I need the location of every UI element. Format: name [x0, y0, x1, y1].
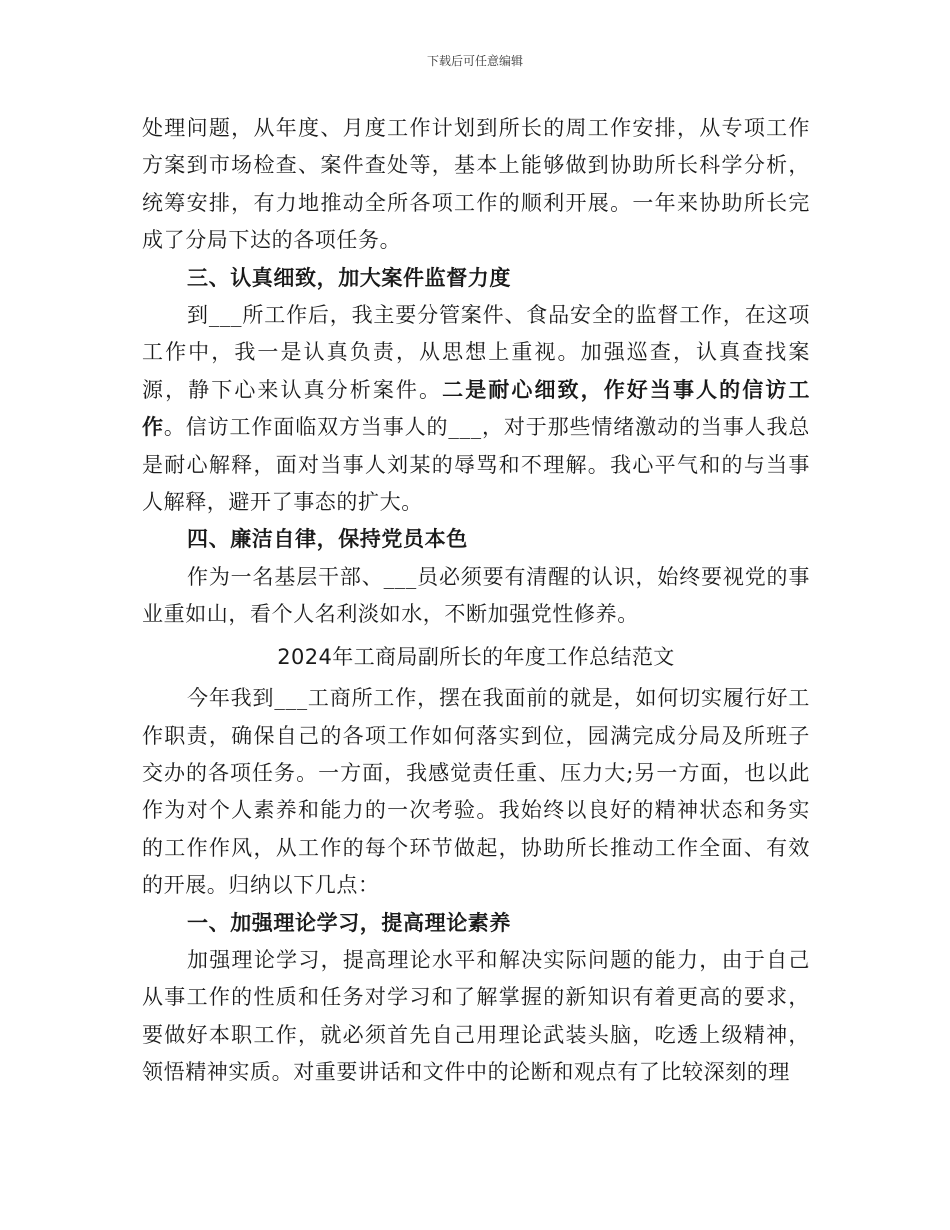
document-body: [142, 110, 810, 1092]
paragraph-section-1: 加强理论学习，提高理论水平和解决实际问题的能力，由于自己从事工作的性质和任务对学习和了解掌握的新知识有着更高的要求，要做好本职工作，就必须首先自己用理论武装头脑，吃透上级精神，领悟精神实质。对重要讲话和文件中的论断和观点有了比较深刻的理: [142, 947, 810, 1085]
section-heading-4: 四、廉洁自律，保持党员本色: [187, 527, 468, 552]
paragraph-section-3-part2: 。信访工作面临双方当事人的___，对于那些情绪激动的当事人我总是耐心解释，面对当事人刘某的辱骂和不理解。我心平气和的与当事人解释，避开了事态的扩大。: [142, 415, 810, 515]
page-header-note: 下载后可任意编辑: [426, 54, 523, 68]
paragraph-section-3: [142, 297, 810, 521]
paragraph-section-3-part1: 到___所工作后，我主要分管案件、食品安全的监督工作，在这项工作中，我一是认真负责，从思想上重视。加强巡查，认真查找案源，静下心来认真分析案件。: [142, 303, 810, 402]
paragraph-section-4: 作为一名基层干部、___员必须要有清醒的认识，始终要视党的事业重如山，看个人名利淡如水，不断加强党性修养。: [142, 564, 810, 627]
section-heading-3: 三、认真细致，加大案件监督力度: [187, 265, 511, 290]
paragraph-section-3-emphasis: 二是耐心细致，作好当事人的信访工作: [142, 377, 810, 440]
paragraph-intro: 今年我到___工商所工作，摆在我面前的就是，如何切实履行好工作职责，确保自己的各项工作如何落实到位，园满完成分局及所班子交办的各项任务。一方面，我感觉责任重、压力大;另一方面，也以此作为对个人素养和能力的一次考验。我始终以良好的精神状态和务实的工作作风，从工作的每个环节做起，协助所长推动工作全面、有效的开展。归纳以下几点：: [142, 686, 810, 898]
article-title: 2024年工商局副所长的年度工作总结范文: [277, 644, 675, 669]
paragraph-continuation: 处理问题，从年度、月度工作计划到所长的周工作安排，从专项工作方案到市场检查、案件查处等，基本上能够做到协助所长科学分析，统筹安排，有力地推动全所各项工作的顺利开展。一年来协助所长完成了分局下达的各项任务。: [142, 116, 810, 253]
section-heading-1: 一、加强理论学习，提高理论素养: [187, 910, 511, 935]
